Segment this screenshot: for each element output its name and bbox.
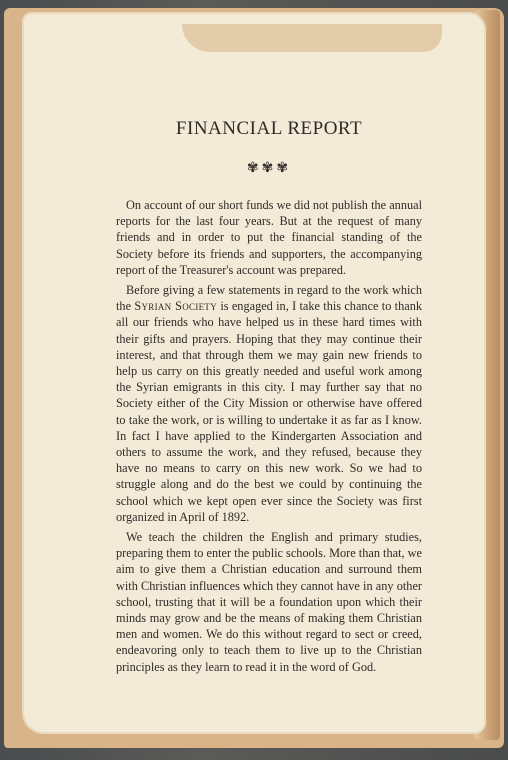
report-title: FINANCIAL REPORT [175, 118, 363, 139]
paragraph-1: On account of our short funds we did not publish the annual reports for the last four years. But at the request of many friends and in order to put the financial standing of the Society before its friends and supporters, the accompanying report of the Treasurer's account was prepared. [116, 198, 422, 277]
page-stain [182, 24, 442, 52]
society-name: Syrian Society [134, 299, 218, 314]
ornament-divider: ✾✾✾ [246, 161, 292, 176]
paragraph-2-start: Before giving a few statements in regard to the work which the [116, 283, 422, 314]
paragraph-2-rest: is engaged in, I take this chance to thank all our friends who have helped us in these hard times with their gifts and prayers. Hoping that they may continue their interest, and that through them we may gain new friends to help us carry on this greatly needed and useful work among the Syrian emigrants in this city. I may further say that no Society either of the City Mission or otherwise have offered to take the work, or is willing to undertake it as far as I know. In fact I have applied to the Kindergarten Association and others to assume the work, and they refused, because they have no means to carry on this new work. So we had to struggle along and do the best we could by continuing the school which we kept open ever since the Society was first organized in April of 1892. [116, 299, 422, 524]
paragraph-3: We teach the children the English and primary studies, preparing them to enter the public schools. More than that, we aim to give them a Christian education and surround them with Christian influences which they cannot have in any other school, trusting that it will be a foundation upon which their minds may grow and be the means of making them Christian men and women. We do this without regard to sect or creed, endeavoring only to teach them to live up to the Christian principles as they learn to read it in the word of God. [116, 530, 422, 674]
paragraph-2 [116, 282, 422, 525]
report-content [116, 118, 422, 679]
